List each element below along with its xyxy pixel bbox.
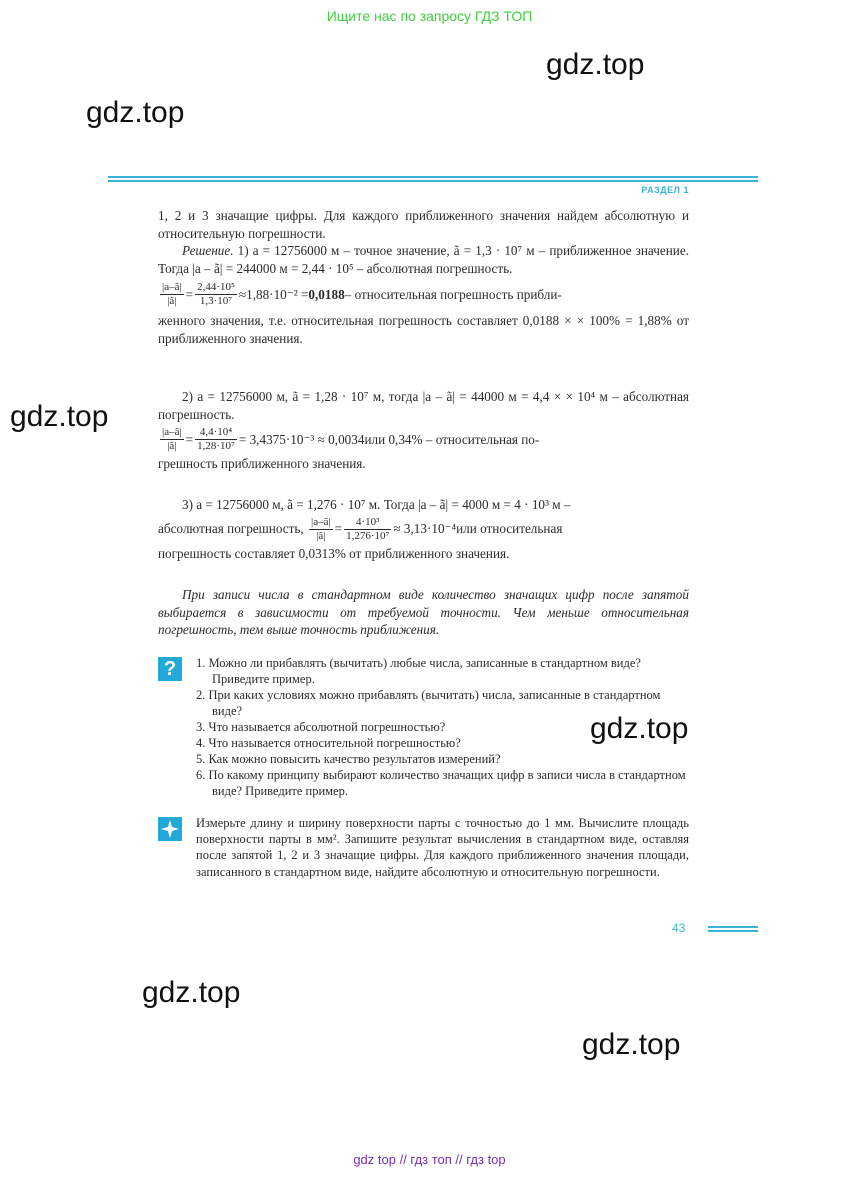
equals-sign: = <box>185 431 194 447</box>
question-item: 6. По какому принципу выбирают количество значащих цифр в записи числа в стандартном виде? Приведите пример. <box>196 768 686 798</box>
numerator: |a–ã| <box>311 515 331 528</box>
star-icon <box>158 817 182 841</box>
question-item: 2. При каких условиях можно прибавлять (вычитать) числа, записанные в стандартном виде? <box>196 688 661 718</box>
watermark: gdz.top <box>10 400 109 433</box>
fraction-value-3 <box>344 516 391 543</box>
question-item: 1. Можно ли прибавлять (вычитать) любые числа, записанные в стандартном виде? Приведите пример. <box>196 656 641 686</box>
fraction-value-2 <box>195 426 237 453</box>
watermark: gdz.top <box>590 712 689 745</box>
formula-3 <box>158 516 689 543</box>
page-number: 43 <box>672 921 686 935</box>
result-value: 0,0188 <box>308 286 345 302</box>
numerator: 4,4·10⁴ <box>195 426 237 440</box>
fraction-rel-2 <box>160 426 184 453</box>
denominator: |ã| <box>167 440 177 452</box>
solution-label: Решение. <box>182 243 234 258</box>
page-rule <box>708 926 758 933</box>
solution-block-2 <box>158 388 689 473</box>
fraction-rel-3 <box>309 516 333 543</box>
denominator: 1,276·10⁷ <box>346 529 390 542</box>
solution-block-1 <box>158 207 689 347</box>
fraction-value-1 <box>195 281 237 308</box>
solution-2-continuation: грешность приближенного значения. <box>158 456 366 471</box>
denominator: 1,28·10⁷ <box>197 440 235 452</box>
watermark: gdz.top <box>582 1028 681 1061</box>
watermark: gdz.top <box>86 96 185 129</box>
rule-text: При записи числа в стандартном виде количество значащих цифр после запятой выбирается в зависимости от требуемой точности. Чем меньше относительная погрешность, тем выше точность приближения. <box>158 587 689 637</box>
solution-block-3 <box>158 496 689 562</box>
top-banner: Ищите нас по запросу ГДЗ ТОП <box>326 8 533 24</box>
formula-1 <box>158 281 689 308</box>
section-label: РАЗДЕЛ 1 <box>641 185 689 195</box>
formula-2 <box>158 426 689 453</box>
solution-3-continuation: погрешность составляет 0,0313% от приближенного значения. <box>158 545 510 561</box>
solution-3-text: 3) a = 12756000 м, ã = 1,276 · 10⁷ м. Тогда |a – ã| = 4000 м = 4 · 10³ м – <box>182 497 571 512</box>
approx-value: = 3,4375·10⁻³ ≈ 0,0034 <box>238 431 365 447</box>
rule-paragraph <box>158 586 689 639</box>
questions-list <box>196 655 689 799</box>
solution-2-text: 2) a = 12756000 м, ã = 1,28 · 10⁷ м, тогда |a – ã| = 44000 м = 4,4 × × 10⁴ м – абсолютная погрешность. <box>158 389 689 422</box>
question-icon: ? <box>158 657 182 681</box>
question-item: 3. Что называется абсолютной погрешностью? <box>196 720 446 734</box>
solution-1-text <box>158 242 689 277</box>
formula-tail: или 0,34% – относительная по- <box>364 431 540 447</box>
denominator: |ã| <box>316 529 326 542</box>
fraction-rel-1 <box>160 281 184 308</box>
numerator: |a–ã| <box>162 281 182 293</box>
numerator: |a–ã| <box>162 426 182 438</box>
question-item: 4. Что называется относительной погрешностью? <box>196 736 461 750</box>
solution-1-continuation: женного значения, т.е. относительная погрешность составляет 0,0188 × × 100% = 1,88% от приближенного значения. <box>158 313 689 346</box>
task-star-icon <box>158 817 182 841</box>
formula-tail: или относительная <box>456 521 563 537</box>
task-paragraph: Измерьте длину и ширину поверхности парты с точностью до 1 мм. Вычислите площадь поверхности парты в мм². Запишите результат вычисления в стандартном виде, оставляя после запятой 1, 2 и 3 значащие цифры. Для каждого приближенного значения площади, записанного в стандартном виде, найдите абсолютную и относительную погрешности. <box>196 816 689 879</box>
equals-sign: = <box>334 521 343 537</box>
approx-value: ≈1,88·10⁻² = <box>238 286 309 302</box>
solution-1-body: 1) a = 12756000 м – точное значение, ã = 1,3 · 10⁷ м – приближенное значение. Тогда |a – ã| = 244000 м = 2,44 · 10⁵ – абсолютная погрешность. <box>158 243 690 276</box>
question-item: 5. Как можно повысить качество результатов измерений? <box>196 752 501 766</box>
denominator: |ã| <box>167 295 177 307</box>
intro-paragraph: 1, 2 и 3 значащие цифры. Для каждого приближенного значения найдем абсолютную и относительную погрешности. <box>158 208 689 241</box>
denominator: 1,3·10⁷ <box>199 295 233 307</box>
formula-lead: абсолютная погрешность, <box>158 521 304 537</box>
formula-tail: – относительная погрешность прибли- <box>344 286 562 302</box>
approx-value: ≈ 3,13·10⁻⁴ <box>393 521 457 537</box>
footer-links[interactable]: gdz top // гдз топ // гдз top <box>353 1152 506 1167</box>
watermark: gdz.top <box>142 976 241 1009</box>
equals-sign: = <box>185 286 194 302</box>
numerator: 2,44·10⁵ <box>197 281 235 293</box>
watermark: gdz.top <box>546 48 645 81</box>
numerator: 4·10³ <box>344 516 391 530</box>
header-rule <box>108 176 758 183</box>
